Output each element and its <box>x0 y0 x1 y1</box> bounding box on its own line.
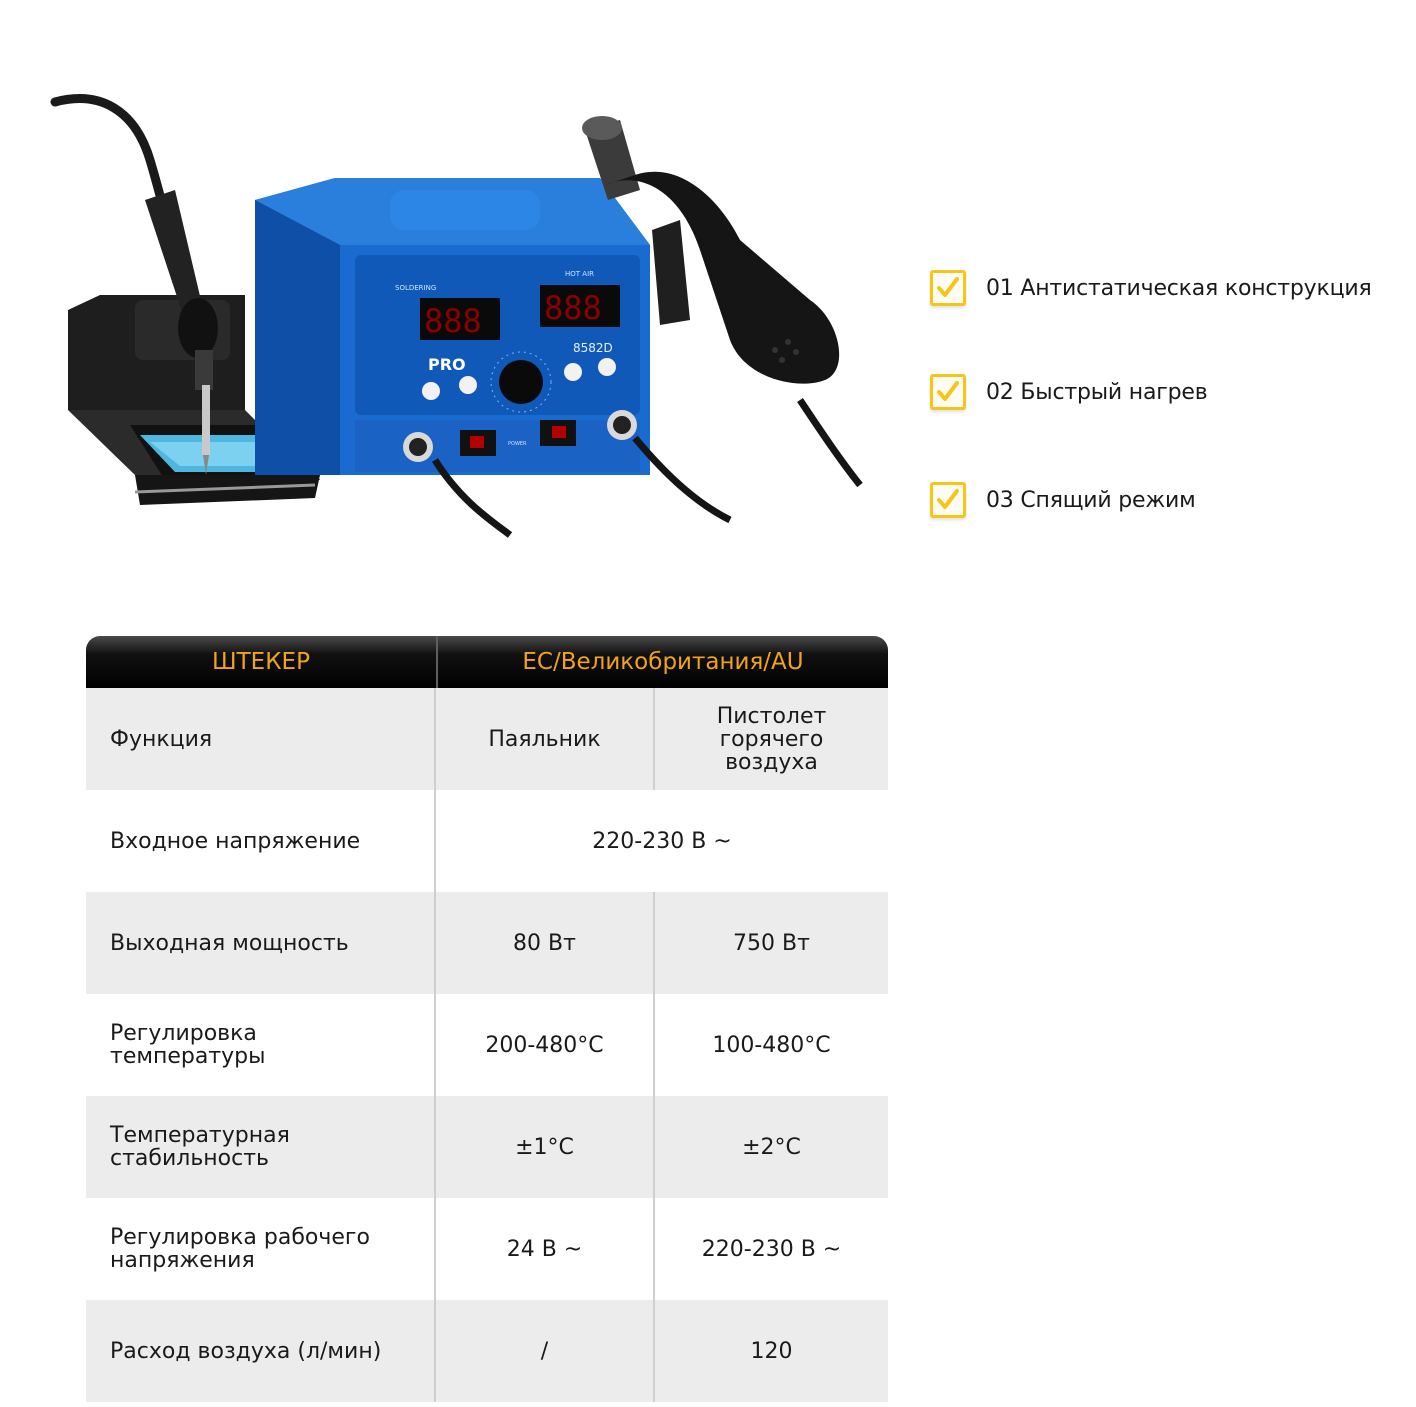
check-icon <box>930 374 966 410</box>
temperature-knob <box>499 360 543 404</box>
row-value-iron: Паяльник <box>436 688 655 790</box>
table-row <box>86 1198 888 1300</box>
header-region: ЕС/Великобритания/AU <box>522 649 804 675</box>
row-label: Регулировка рабочего напряжения <box>86 1198 436 1300</box>
row-label: Регулировка температуры <box>86 994 436 1096</box>
row-label: Температурная стабильность <box>86 1096 436 1198</box>
row-label: Выходная мощность <box>86 892 436 994</box>
table-header <box>86 636 888 688</box>
row-value-iron: 200-480°C <box>436 994 655 1096</box>
feature-text: 02 Быстрый нагрев <box>986 379 1208 405</box>
table-row <box>86 892 888 994</box>
table-row <box>86 790 888 892</box>
row-value-iron: / <box>436 1300 655 1402</box>
table-row <box>86 688 888 790</box>
row-label: Функция <box>86 688 436 790</box>
header-plug: ШТЕКЕР <box>86 636 438 688</box>
row-value-hotair: 120 <box>750 1338 793 1364</box>
soldering-label: SOLDERING <box>395 284 437 292</box>
row-value-iron: 80 Вт <box>436 892 655 994</box>
row-value-hotair: ±2°C <box>742 1134 801 1160</box>
svg-text:888: 888 <box>424 302 482 340</box>
row-value-hotair: 220-230 В ~ <box>701 1236 842 1262</box>
row-value-hotair: 100-480°C <box>712 1032 831 1058</box>
feature-item <box>930 368 1207 416</box>
row-label: Входное напряжение <box>86 790 436 892</box>
check-icon <box>930 270 966 306</box>
svg-text:888: 888 <box>544 289 602 327</box>
power-label: POWER <box>508 441 527 447</box>
check-icon <box>930 482 966 518</box>
station-body <box>255 178 650 475</box>
brand-logo: PRO <box>428 355 466 374</box>
row-value-hotair: 750 Вт <box>733 930 810 956</box>
feature-text: 01 Антистатическая конструкция <box>986 275 1372 301</box>
table-row <box>86 1096 888 1198</box>
table-row <box>86 1300 888 1402</box>
product-image <box>40 80 880 550</box>
feature-item <box>930 476 1196 524</box>
row-value-hotair: Пистолет горячего воздуха <box>716 703 827 775</box>
feature-item <box>930 264 1372 312</box>
hotair-label: HOT AIR <box>565 270 594 278</box>
row-label: Расход воздуха (л/мин) <box>86 1300 436 1402</box>
table-row <box>86 994 888 1096</box>
row-value-shared: 220-230 В ~ <box>592 828 732 854</box>
row-value-iron: ±1°C <box>436 1096 655 1198</box>
model-label: 8582D <box>573 341 613 355</box>
feature-text: 03 Спящий режим <box>986 487 1196 513</box>
row-value-iron: 24 В ~ <box>436 1198 655 1300</box>
spec-table <box>86 636 888 1402</box>
